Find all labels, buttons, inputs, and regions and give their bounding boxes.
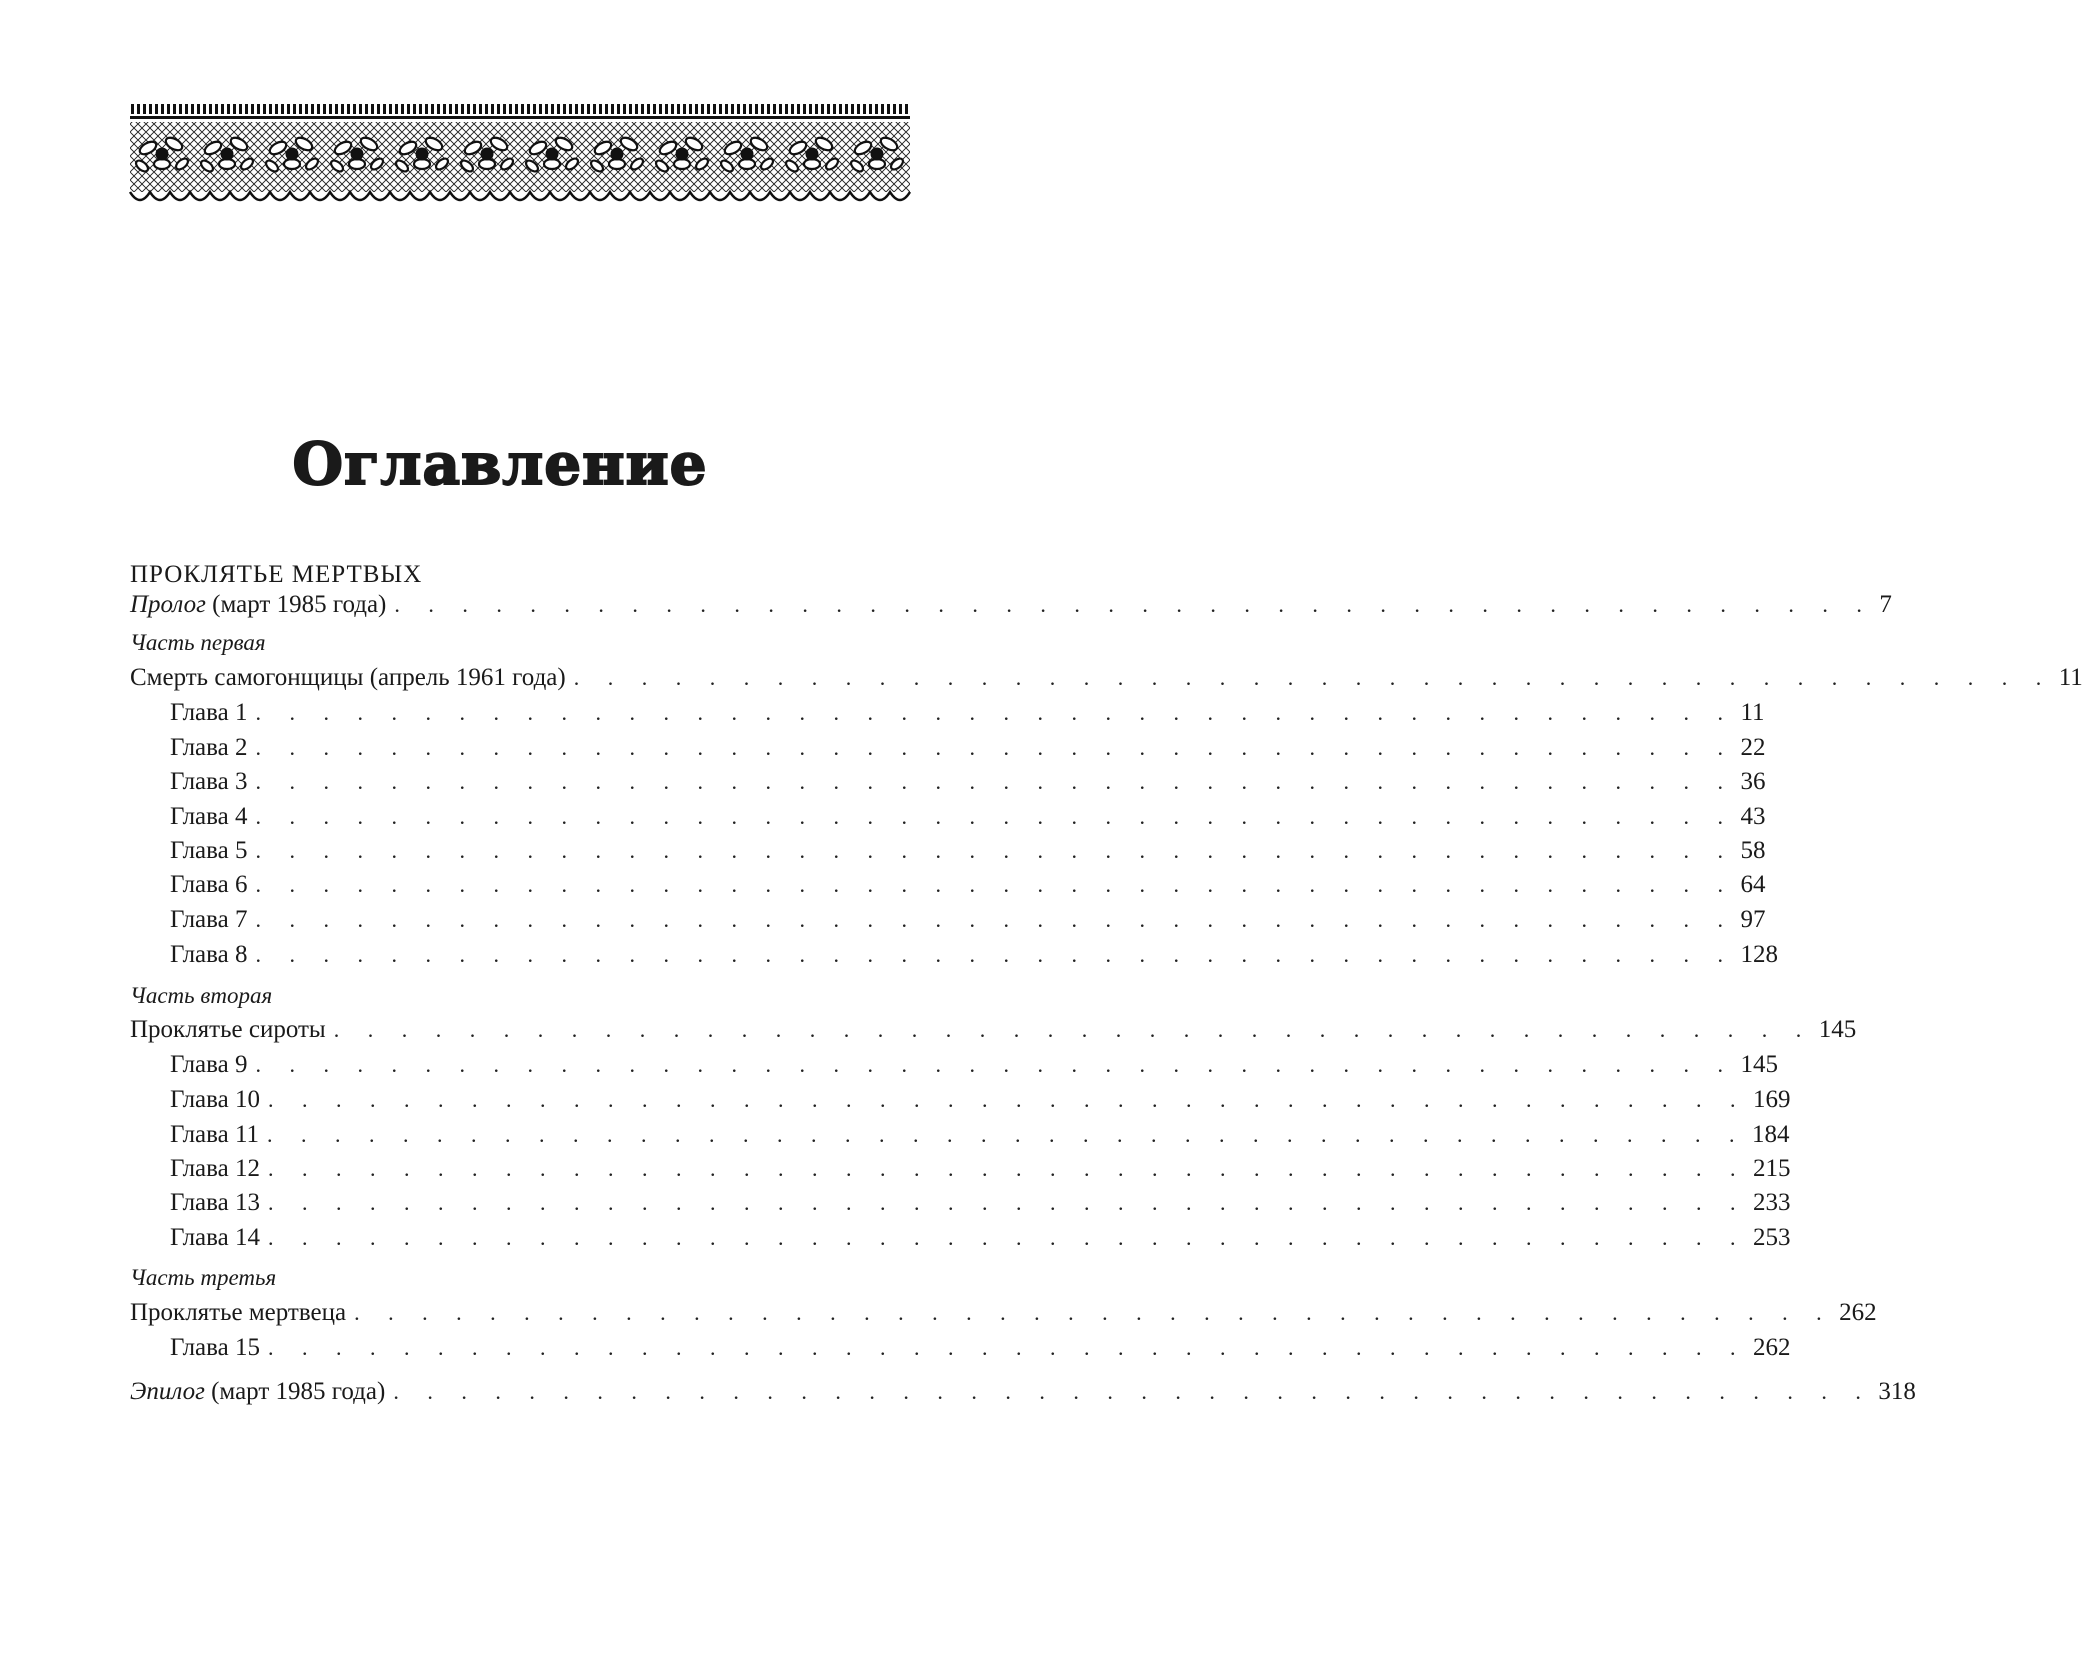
epilogue-label-italic: Эпилог [130,1378,205,1405]
dot-leader: . . . . . . . . . . . . . . . . . . . . . . . . . . . . . . . . . . . . . . . . . . . . [255,769,1735,794]
chapter-label: Глава 14 [170,1224,260,1251]
dot-leader: . . . . . . . . . . . . . . . . . . . . . . . . . . . . . . . . . . . . . . . . . . . . [267,1335,1747,1360]
toc-entry-prologue[interactable] [130,588,1892,622]
prologue-label-italic: Пролог [130,591,206,618]
page-number: 262 [1839,1299,1877,1326]
dot-leader: . . . . . . . . . . . . . . . . . . . . . . . . . . . . . . . . . . . . . . . . . . . . [255,872,1735,897]
dot-leader: . . . . . . . . . . . . . . . . . . . . . . . . . . . . . . . . . . . . . . . . . . . . [255,700,1735,725]
toc-entry-chapter-12[interactable] [170,1152,1791,1186]
dot-leader: . . . . . . . . . . . . . . . . . . . . . . . . . . . . . . . . . . . . . . . . . . . . [255,838,1735,863]
page-number: 169 [1752,1086,1791,1113]
chapter-label: Глава 1 [170,699,248,726]
dot-leader: . . . . . . . . . . . . . . . . . . . . . . . . . . . . . . . . . . . . . . . . . . . . [267,1225,1747,1250]
epilogue-label-rest: (март 1985 года) [204,1378,386,1405]
section-label: Проклятье сироты [130,1016,326,1043]
toc-entry-section-2[interactable] [130,1013,1857,1047]
dot-leader: . . . . . . . . . . . . . . . . . . . . . . . . . . . . . . . . . . . . . . . . . . . . [267,1190,1747,1215]
page-number: 145 [1740,1051,1778,1078]
chapter-label: Глава 5 [170,837,248,864]
toc-entry-epilogue[interactable] [130,1375,1916,1409]
toc-entry-chapter-14[interactable] [170,1221,1791,1255]
toc-entry-chapter-9[interactable] [170,1048,1778,1082]
dot-leader: . . . . . . . . . . . . . . . . . . . . . . . . . . . . . . . . . . . . . . . . . . . . [267,1122,1747,1147]
dot-leader: . . . . . . . . . . . . . . . . . . . . . . . . . . . . . . . . . . . . . . . . . . . . [267,1156,1747,1181]
dot-leader: . . . . . . . . . . . . . . . . . . . . . . . . . . . . . . . . . . . . . . . . . . . . [255,1052,1735,1077]
page-number: 97 [1740,906,1766,933]
page-number: 64 [1740,871,1766,898]
page-number: 22 [1740,734,1766,761]
toc-entry-chapter-1[interactable] [170,696,1765,730]
chapter-label: Глава 11 [170,1121,260,1148]
toc-entry-chapter-11[interactable] [170,1118,1790,1152]
section-label: Проклятье мертвеца [130,1299,347,1326]
page-number: 233 [1752,1189,1791,1216]
dot-leader: . . . . . . . . . . . . . . . . . . . . . . . . . . . . . . . . . . . . . . . . . . . . [267,1087,1747,1112]
toc-entry-chapter-3[interactable] [170,765,1766,799]
chapter-label: Глава 7 [170,906,248,933]
dot-leader: . . . . . . . . . . . . . . . . . . . . . . . . . . . . . . . . . . . . . . . . . . . . [255,804,1735,829]
dot-leader: . . . . . . . . . . . . . . . . . . . . . . . . . . . . . . . . . . . . . . . . . . . . [255,735,1735,760]
dot-leader: . . . . . . . . . . . . . . . . . . . . . . . . . . . . . . . . . . . . . . . . . . . . [333,1017,1813,1042]
page-number: 58 [1740,837,1766,864]
part-heading-1: Часть первая [130,630,266,655]
part-heading-3: Часть третья [130,1265,277,1290]
dot-leader: . . . . . . . . . . . . . . . . . . . . . . . . . . . . . . . . . . . . . . . . . . . . [354,1300,1834,1325]
part-heading-2: Часть вторая [130,983,273,1008]
page-number: 128 [1740,941,1778,968]
toc-entry-chapter-13[interactable] [170,1186,1791,1220]
page-number: 11 [2058,664,2083,691]
dot-leader: . . . . . . . . . . . . . . . . . . . . . . . . . . . . . . . . . . . . . . . . . . . . [573,665,2053,690]
toc-entry-chapter-15[interactable] [170,1331,1791,1365]
page-number: 36 [1740,768,1766,795]
page-number: 11 [1740,699,1765,726]
dot-leader: . . . . . . . . . . . . . . . . . . . . . . . . . . . . . . . . . . . . . . . . . . . . [393,1379,1873,1404]
toc-entry-section-1[interactable] [130,661,2083,695]
chapter-label: Глава 15 [170,1334,260,1361]
toc-entry-chapter-2[interactable] [170,731,1766,765]
page-number: 145 [1818,1016,1857,1043]
toc-entry-chapter-4[interactable] [170,800,1766,834]
chapter-label: Глава 13 [170,1189,260,1216]
prologue-label-rest: (март 1985 года) [205,591,387,618]
section-label: Смерть самогонщицы (апрель 1961 года) [130,664,566,691]
page-number: 184 [1752,1121,1790,1148]
dot-leader: . . . . . . . . . . . . . . . . . . . . . . . . . . . . . . . . . . . . . . . . . . . . [255,942,1735,967]
toc-entry-chapter-8[interactable] [170,938,1778,972]
chapter-label: Глава 12 [170,1155,260,1182]
page-number: 7 [1879,591,1892,618]
book-title: ПРОКЛЯТЬЕ МЕРТВЫХ [130,561,423,588]
chapter-label: Глава 4 [170,803,248,830]
dot-leader: . . . . . . . . . . . . . . . . . . . . . . . . . . . . . . . . . . . . . . . . . . . . [255,907,1735,932]
chapter-label: Глава 9 [170,1051,248,1078]
toc-entry-chapter-6[interactable] [170,868,1766,902]
toc-entry-section-3[interactable] [130,1296,1877,1330]
chapter-label: Глава 10 [170,1086,260,1113]
toc-entry-chapter-7[interactable] [170,903,1766,937]
chapter-label: Глава 3 [170,768,248,795]
page-number: 43 [1740,803,1766,830]
toc-entry-chapter-10[interactable] [170,1083,1791,1117]
toc-entry-chapter-5[interactable] [170,834,1766,868]
chapter-label: Глава 6 [170,871,248,898]
chapter-label: Глава 8 [170,941,248,968]
page-number: 318 [1878,1378,1916,1405]
chapter-label: Глава 2 [170,734,248,761]
page-number: 253 [1752,1224,1791,1251]
page-title: Оглавление [292,430,708,498]
dot-leader: . . . . . . . . . . . . . . . . . . . . . . . . . . . . . . . . . . . . . . . . . . . . [394,592,1874,617]
lace-border-ornament [130,104,910,216]
page-number: 262 [1752,1334,1791,1361]
page-number: 215 [1752,1155,1791,1182]
